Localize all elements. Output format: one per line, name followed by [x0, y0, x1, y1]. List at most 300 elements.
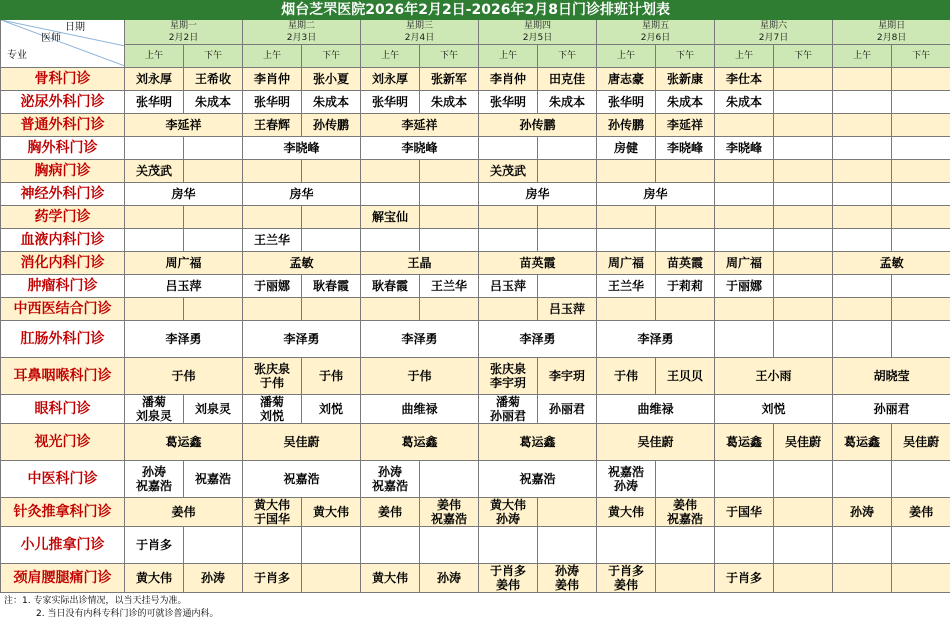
doctor-name: 李肖仲: [489, 72, 526, 86]
doctor-name: 祝嘉浩: [519, 472, 556, 486]
doctor-name: 张华明: [135, 95, 172, 109]
schedule-cell: [125, 114, 243, 137]
schedule-cell: [715, 68, 774, 91]
schedule-cell: [656, 461, 715, 498]
doctor-name: 关茂武: [135, 164, 172, 178]
doctor-name: 祝嘉浩: [135, 479, 172, 493]
schedule-cell: [892, 424, 950, 461]
day-weekday: 星期二: [287, 21, 315, 31]
dept-name: 消化内科门诊: [1, 252, 125, 275]
pm-header: 下午: [302, 45, 361, 68]
title-row: [1, 1, 950, 20]
schedule-cell: [597, 424, 715, 461]
schedule-cell: [774, 527, 833, 564]
day-date: 2月7日: [758, 33, 789, 43]
schedule-cell: [420, 206, 479, 229]
doctor-name: 刘悦: [761, 402, 786, 416]
schedule-cell: [243, 183, 361, 206]
doctor-name: 孙涛: [613, 479, 638, 493]
dept-name: 普通外科门诊: [1, 114, 125, 137]
doctor-name: 孙涛: [141, 465, 166, 479]
doctor-name: 孙丽君: [548, 402, 585, 416]
doctor-name: 吴佳蔚: [903, 435, 940, 449]
day-header: [125, 20, 243, 45]
schedule-cell: [243, 395, 302, 424]
day-header: [715, 20, 833, 45]
schedule-cell: [656, 275, 715, 298]
schedule-cell: [538, 358, 597, 395]
schedule-cell: [361, 206, 420, 229]
schedule-cell: [184, 395, 243, 424]
schedule-cell: [479, 252, 597, 275]
dept-row: [1, 252, 950, 275]
doctor-name: 李宇玥: [548, 369, 585, 383]
dept-row: [1, 183, 950, 206]
doctor-name: 祝嘉浩: [430, 512, 467, 526]
schedule-cell: [302, 527, 361, 564]
schedule-cell: [479, 321, 597, 358]
schedule-cell: [125, 498, 243, 527]
schedule-cell: [420, 298, 479, 321]
schedule-cell: [892, 321, 950, 358]
doctor-name: 孙涛: [377, 465, 402, 479]
doctor-name: 于国华: [253, 512, 290, 526]
schedule-cell: [125, 564, 184, 593]
day-date: 2月4日: [404, 33, 435, 43]
doctor-name: 李泽勇: [519, 332, 556, 346]
am-header: 上午: [479, 45, 538, 68]
schedule-cell: [774, 564, 833, 593]
schedule-cell: [656, 137, 715, 160]
schedule-cell: [715, 229, 774, 252]
doctor-name: 房华: [289, 187, 314, 201]
dept-row: [1, 298, 950, 321]
day-weekday: 星期日: [878, 21, 906, 31]
am-header: 上午: [597, 45, 656, 68]
schedule-cell: [715, 91, 774, 114]
schedule-cell: [715, 137, 774, 160]
schedule-cell: [597, 527, 656, 564]
schedule-cell: [892, 564, 950, 593]
footnote-line-1: 注：1. 专家实际出诊情况，以当天挂号为准。: [4, 596, 187, 606]
doctor-name: 潘菊: [259, 395, 284, 409]
schedule-cell: [302, 229, 361, 252]
doctor-name: 葛运鑫: [519, 435, 556, 449]
schedule-cell: [479, 298, 538, 321]
schedule-cell: [774, 114, 833, 137]
schedule-cell: [125, 183, 243, 206]
doctor-name: 于伟: [407, 369, 432, 383]
schedule-cell: [361, 114, 479, 137]
doctor-name: 李晓峰: [283, 141, 320, 155]
corner-date-label: 日期: [65, 22, 85, 33]
schedule-cell: [420, 91, 479, 114]
schedule-cell: [361, 160, 420, 183]
dept-name: 胸外科门诊: [1, 137, 125, 160]
schedule-cell: [479, 275, 538, 298]
schedule-cell: [361, 321, 479, 358]
schedule-cell: [833, 137, 892, 160]
doctor-name: 潘菊: [141, 395, 166, 409]
schedule-cell: [243, 252, 361, 275]
schedule-cell: [243, 358, 302, 395]
corner-doctor-label: 医师: [41, 33, 61, 44]
schedule-cell: [125, 160, 184, 183]
dept-name: 泌尿外科门诊: [1, 91, 125, 114]
doctor-name: 葛运鑫: [725, 435, 762, 449]
schedule-cell: [125, 527, 184, 564]
doctor-name: 姜伟: [909, 505, 934, 519]
schedule-cell: [125, 358, 243, 395]
schedule-cell: [892, 114, 950, 137]
schedule-cell: [243, 321, 361, 358]
doctor-name: 王小雨: [755, 369, 792, 383]
day-header: [361, 20, 479, 45]
schedule-cell: [774, 424, 833, 461]
doctor-name: 王希收: [194, 72, 231, 86]
schedule-cell: [125, 252, 243, 275]
doctor-name: 曲维禄: [637, 402, 674, 416]
schedule-cell: [184, 137, 243, 160]
schedule-cell: [420, 527, 479, 564]
footnote: [0, 595, 950, 625]
doctor-name: 张华明: [253, 95, 290, 109]
schedule-cell: [538, 498, 597, 527]
dept-row: [1, 358, 950, 395]
doctor-name: 朱成本: [666, 95, 703, 109]
doctor-name: 于肖多: [135, 538, 172, 552]
schedule-cell: [892, 183, 950, 206]
pm-header: 下午: [774, 45, 833, 68]
doctor-name: 朱成本: [312, 95, 349, 109]
doctor-name: 潘菊: [495, 395, 520, 409]
schedule-cell: [479, 527, 538, 564]
schedule-cell: [538, 564, 597, 593]
doctor-name: 孙传鹏: [519, 118, 556, 132]
schedule-cell: [479, 206, 538, 229]
doctor-name: 于肖多: [607, 564, 644, 578]
schedule-cell: [833, 527, 892, 564]
doctor-name: 李晓峰: [666, 141, 703, 155]
dept-row: [1, 321, 950, 358]
schedule-cell: [833, 395, 950, 424]
doctor-name: 唐志豪: [607, 72, 644, 86]
schedule-cell: [833, 183, 892, 206]
schedule-cell: [479, 424, 597, 461]
schedule-cell: [479, 229, 538, 252]
dept-row: [1, 160, 950, 183]
doctor-name: 张华明: [371, 95, 408, 109]
schedule-cell: [125, 275, 243, 298]
schedule-cell: [125, 229, 184, 252]
schedule-cell: [597, 183, 715, 206]
doctor-name: 刘永厚: [371, 72, 408, 86]
doctor-name: 吴佳蔚: [637, 435, 674, 449]
schedule-cell: [715, 564, 774, 593]
schedule-cell: [656, 206, 715, 229]
dept-name: 中西医结合门诊: [1, 298, 125, 321]
schedule-cell: [243, 527, 302, 564]
day-weekday: 星期六: [759, 21, 787, 31]
doctor-name: 王兰华: [430, 279, 467, 293]
doctor-name: 李延祥: [401, 118, 438, 132]
dept-name: 神经外科门诊: [1, 183, 125, 206]
schedule-cell: [715, 461, 774, 498]
schedule-cell: [656, 358, 715, 395]
schedule-cell: [715, 395, 833, 424]
doctor-name: 房健: [613, 141, 638, 155]
schedule-cell: [125, 91, 184, 114]
day-date: 2月2日: [168, 33, 199, 43]
schedule-cell: [597, 498, 656, 527]
doctor-name: 耿春霞: [312, 279, 349, 293]
schedule-cell: [479, 160, 538, 183]
schedule-cell: [184, 91, 243, 114]
schedule-cell: [184, 229, 243, 252]
doctor-name: 黄大伟: [607, 505, 644, 519]
corner-dept-label: 专业: [7, 50, 27, 61]
doctor-name: 于丽娜: [253, 279, 290, 293]
dept-row: [1, 229, 950, 252]
schedule-cell: [243, 424, 361, 461]
dept-name: 药学门诊: [1, 206, 125, 229]
dept-name: 针灸推拿科门诊: [1, 498, 125, 527]
doctor-name: 孙涛: [554, 564, 579, 578]
doctor-name: 张小夏: [312, 72, 349, 86]
schedule-cell: [243, 275, 302, 298]
doctor-name: 朱成本: [725, 95, 762, 109]
schedule-cell: [892, 498, 950, 527]
schedule-cell: [125, 424, 243, 461]
doctor-name: 孙涛: [849, 505, 874, 519]
schedule-cell: [715, 424, 774, 461]
schedule-cell: [420, 498, 479, 527]
doctor-name: 刘泉灵: [135, 409, 172, 423]
schedule-cell: [420, 461, 479, 498]
schedule-cell: [774, 183, 833, 206]
doctor-name: 黄大伟: [135, 571, 172, 585]
schedule-cell: [361, 527, 420, 564]
day-header: [479, 20, 597, 45]
doctor-name: 祝嘉浩: [194, 472, 231, 486]
schedule-cell: [125, 298, 184, 321]
schedule-cell: [774, 137, 833, 160]
schedule-cell: [361, 229, 420, 252]
schedule-cell: [892, 275, 950, 298]
doctor-name: 孙丽君: [873, 402, 910, 416]
doctor-name: 李延祥: [165, 118, 202, 132]
schedule-cell: [715, 252, 774, 275]
schedule-cell: [479, 461, 597, 498]
schedule-cell: [597, 68, 656, 91]
doctor-name: 王贝贝: [666, 369, 703, 383]
schedule-cell: [302, 498, 361, 527]
schedule-cell: [656, 498, 715, 527]
day-weekday: 星期四: [523, 21, 551, 31]
schedule-cell: [715, 275, 774, 298]
doctor-name: 张华明: [607, 95, 644, 109]
schedule-cell: [302, 206, 361, 229]
schedule-cell: [302, 358, 361, 395]
doctor-name: 孙传鹏: [607, 118, 644, 132]
schedule-cell: [479, 137, 538, 160]
schedule-cell: [184, 68, 243, 91]
schedule-cell: [597, 91, 656, 114]
schedule-cell: [774, 160, 833, 183]
schedule-cell: [538, 68, 597, 91]
schedule-cell: [538, 298, 597, 321]
doctor-name: 于伟: [171, 369, 196, 383]
doctor-name: 李泽勇: [637, 332, 674, 346]
schedule-cell: [774, 229, 833, 252]
doctor-name: 姜伟: [377, 505, 402, 519]
schedule-cell: [538, 395, 597, 424]
am-header: 上午: [243, 45, 302, 68]
schedule-cell: [243, 160, 302, 183]
schedule-cell: [479, 564, 538, 593]
doctor-name: 于肖多: [489, 564, 526, 578]
doctor-name: 姜伟: [495, 578, 520, 592]
day-weekday: 星期五: [641, 21, 669, 31]
dept-row: [1, 68, 950, 91]
schedule-cell: [361, 183, 420, 206]
schedule-cell: [833, 298, 892, 321]
schedule-cell: [420, 160, 479, 183]
doctor-name: 于伟: [318, 369, 343, 383]
doctor-name: 张新军: [430, 72, 467, 86]
schedule-cell: [597, 160, 656, 183]
schedule-cell: [715, 321, 774, 358]
doctor-name: 曲维禄: [401, 402, 438, 416]
schedule-cell: [656, 252, 715, 275]
schedule-cell: [243, 229, 302, 252]
am-header: 上午: [833, 45, 892, 68]
dept-row: [1, 114, 950, 137]
doctor-name: 朱成本: [430, 95, 467, 109]
schedule-cell: [361, 68, 420, 91]
schedule-cell: [302, 395, 361, 424]
schedule-cell: [243, 498, 302, 527]
schedule-cell: [184, 206, 243, 229]
doctor-name: 于伟: [613, 369, 638, 383]
schedule-cell: [479, 114, 597, 137]
dept-row: [1, 91, 950, 114]
schedule-cell: [715, 206, 774, 229]
dept-name: 视光门诊: [1, 424, 125, 461]
schedule-cell: [715, 298, 774, 321]
page-title: 烟台芝罘医院2026年2月2日-2026年2月8日门诊排班计划表: [1, 1, 950, 20]
doctor-name: 李延祥: [666, 118, 703, 132]
doctor-name: 葛运鑫: [401, 435, 438, 449]
doctor-name: 周广福: [725, 256, 762, 270]
dept-name: 颈肩腰腿痛门诊: [1, 564, 125, 593]
schedule-cell: [597, 275, 656, 298]
pm-header: 下午: [892, 45, 950, 68]
schedule-cell: [125, 206, 184, 229]
am-header: 上午: [125, 45, 184, 68]
schedule-cell: [833, 358, 950, 395]
schedule-cell: [538, 160, 597, 183]
schedule-cell: [892, 160, 950, 183]
schedule-cell: [597, 137, 656, 160]
schedule-cell: [715, 160, 774, 183]
doctor-name: 关茂武: [489, 164, 526, 178]
doctor-name: 张华明: [489, 95, 526, 109]
dept-row: [1, 424, 950, 461]
dept-row: [1, 275, 950, 298]
schedule-cell: [892, 461, 950, 498]
doctor-name: 朱成本: [194, 95, 231, 109]
schedule-cell: [833, 275, 892, 298]
doctor-name: 祝嘉浩: [371, 479, 408, 493]
schedule-cell: [361, 298, 420, 321]
doctor-name: 李肖仲: [253, 72, 290, 86]
doctor-name: 李宇玥: [489, 376, 526, 390]
schedule-cell: [302, 564, 361, 593]
doctor-name: 吕玉萍: [165, 279, 202, 293]
doctor-name: 房华: [171, 187, 196, 201]
schedule-cell: [361, 461, 420, 498]
day-header: [243, 20, 361, 45]
doctor-name: 房华: [525, 187, 550, 201]
schedule-cell: [892, 229, 950, 252]
schedule-cell: [184, 564, 243, 593]
day-header: [833, 20, 950, 45]
doctor-name: 姜伟: [672, 498, 697, 512]
doctor-name: 李泽勇: [401, 332, 438, 346]
day-header: [597, 20, 715, 45]
doctor-name: 张新康: [666, 72, 703, 86]
schedule-cell: [833, 206, 892, 229]
schedule-cell: [892, 91, 950, 114]
doctor-name: 周广福: [165, 256, 202, 270]
schedule-cell: [833, 461, 892, 498]
schedule-cell: [420, 68, 479, 91]
schedule-cell: [833, 229, 892, 252]
schedule-cell: [361, 252, 479, 275]
schedule-cell: [774, 321, 833, 358]
schedule-cell: [892, 206, 950, 229]
schedule-cell: [833, 498, 892, 527]
schedule-cell: [538, 229, 597, 252]
doctor-name: 孟敏: [289, 256, 314, 270]
day-date: 2月3日: [286, 33, 317, 43]
dept-name: 骨科门诊: [1, 68, 125, 91]
schedule-cell: [774, 498, 833, 527]
doctor-name: 葛运鑫: [165, 435, 202, 449]
schedule-cell: [125, 461, 184, 498]
doctor-name: 姜伟: [171, 505, 196, 519]
doctor-name: 李晓峰: [401, 141, 438, 155]
doctor-name: 耿春霞: [371, 279, 408, 293]
doctor-name: 苗英霞: [519, 256, 556, 270]
dept-name: 肿瘤科门诊: [1, 275, 125, 298]
schedule-cell: [243, 461, 361, 498]
schedule-cell: [243, 91, 302, 114]
schedule-cell: [597, 564, 656, 593]
dept-row: [1, 498, 950, 527]
schedule-cell: [243, 68, 302, 91]
doctor-name: 王春辉: [253, 118, 290, 132]
schedule-cell: [361, 137, 479, 160]
schedule-cell: [479, 68, 538, 91]
doctor-name: 吴佳蔚: [784, 435, 821, 449]
day-date: 2月6日: [640, 33, 671, 43]
doctor-name: 姜伟: [436, 498, 461, 512]
pm-header: 下午: [420, 45, 479, 68]
schedule-cell: [656, 114, 715, 137]
schedule-cell: [833, 91, 892, 114]
